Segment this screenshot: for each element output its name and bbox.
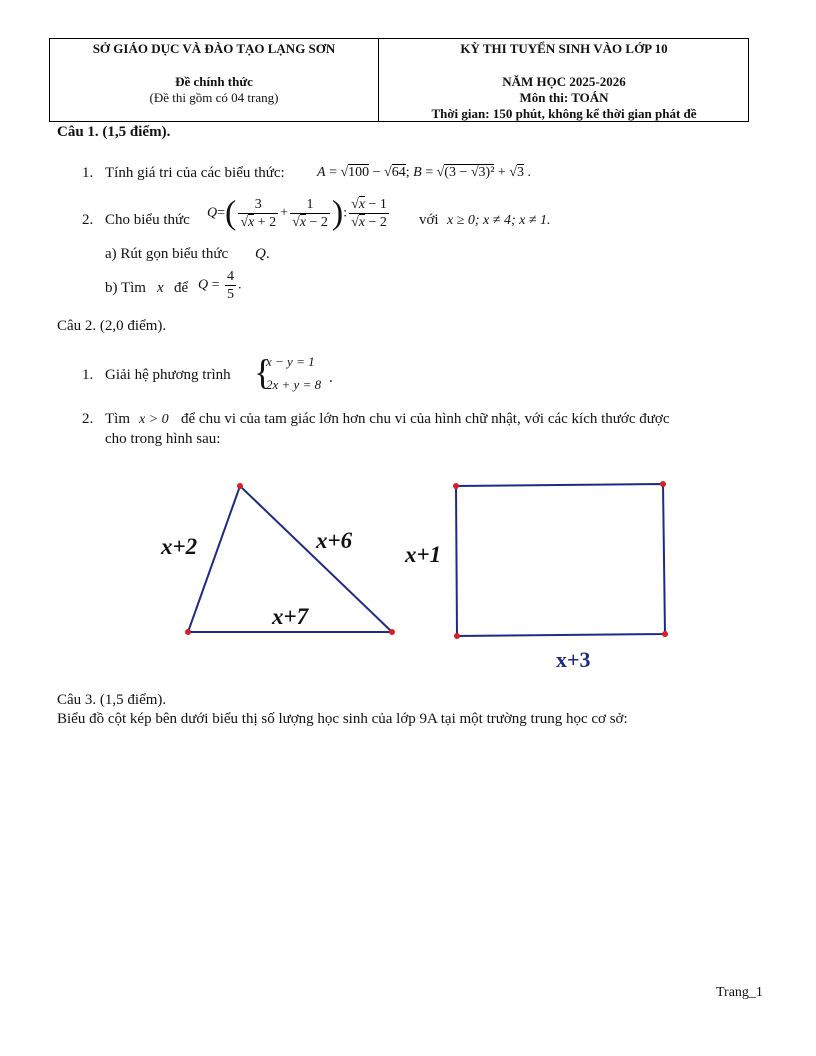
triangle-vertex-right (389, 629, 395, 635)
q1-part-b-equation: Q = $\frac{4}{5}$ . (198, 269, 242, 302)
q2-item2-condition: x > 0 (139, 412, 169, 427)
q2-item2-line2: cho trong hình sau: (105, 431, 221, 447)
official-label: Đề chính thức (175, 74, 253, 89)
exam-name: KỲ THI TUYỂN SINH VÀO LỚP 10 (460, 41, 668, 56)
page-number: Trang_1 (716, 985, 763, 1000)
q2-item2-number: 2. (82, 411, 94, 427)
question-1-title: Câu 1. (1,5 điểm). (57, 124, 171, 140)
rectangle-left-side-label: x+1 (405, 542, 442, 567)
subject: Môn thi: TOÁN (519, 90, 609, 105)
time-limit: Thời gian: 150 phút, không kể thời gian phát đề (431, 106, 697, 121)
triangle-vertex-left (185, 629, 191, 635)
rect-vertex-bottom-right (662, 631, 668, 637)
q1-part-b-var: x (157, 280, 164, 296)
system-equation-2: 2x + y = 8 (266, 377, 322, 392)
rect-vertex-bottom-left (454, 633, 460, 639)
header-left-cell (50, 39, 378, 106)
q2-item2-line1-rest: để chu vi của tam giác lớn hơn chu vi của hình chữ nhật, với các kích thước được (181, 411, 670, 427)
question-3-text: Biểu đồ cột kép bên dưới biểu thị số lượng học sinh của lớp 9A tại một trường trung học cơ sở: (57, 711, 628, 727)
system-brace: { (254, 352, 272, 392)
header-right-cell (379, 39, 749, 122)
department-name: SỞ GIÁO DỤC VÀ ĐÀO TẠO LẠNG SƠN (92, 41, 336, 56)
q1-item2-expression: Q=( $\frac{3}{√x + 2}$ + $\frac{1}{√x - 2}$ ): $\frac{√x - 1}{√x - 2}$ (207, 194, 387, 232)
q2-item1-number: 1. (82, 367, 94, 383)
rect-vertex-top-right (660, 481, 666, 487)
rectangle (404, 481, 668, 672)
rectangle-bottom-side-label: x+3 (556, 647, 591, 672)
q1-part-b-text: b) Tìm (105, 280, 146, 296)
question-3-title: Câu 3. (1,5 điểm). (57, 692, 167, 708)
q1-item1-text: Tính giá tri của các biểu thức: (105, 165, 285, 181)
exam-header-table (49, 38, 749, 122)
school-year: NĂM HỌC 2025-2026 (502, 74, 626, 89)
triangle (160, 483, 395, 635)
q2-item1-text: Giải hệ phương trình (105, 367, 231, 383)
rect-vertex-top-left (453, 483, 459, 489)
q1-item1-number: 1. (82, 165, 94, 181)
system-equation-1: x − y = 1 (266, 354, 315, 369)
q1-part-a-text: a) Rút gọn biểu thức (105, 246, 229, 262)
rectangle-shape (456, 484, 665, 636)
q1-item2-number: 2. (82, 212, 94, 228)
page-count-note: (Đề thi gồm có 04 trang) (149, 90, 279, 105)
triangle-vertex-top (237, 483, 243, 489)
geometry-figure (0, 470, 816, 680)
question-2-title: Câu 2. (2,0 điểm). (57, 318, 167, 334)
triangle-bottom-side-label: x+7 (272, 604, 309, 629)
q1-part-a-var: Q (255, 246, 266, 262)
q2-item2-line1-start: Tìm (105, 411, 130, 427)
q1-item2-condition: x ≥ 0; x ≠ 4; x ≠ 1. (447, 213, 551, 228)
q1-item2-text: Cho biểu thức (105, 212, 190, 228)
triangle-left-side-label: x+2 (161, 534, 198, 559)
q1-item1-formula: A = √100 − √64; B = √(3 − √3)² + √3 . (317, 165, 531, 180)
q1-part-b-text2: để (174, 280, 189, 296)
q1-item2-with: với (419, 212, 439, 228)
triangle-right-side-label: x+6 (316, 528, 353, 553)
